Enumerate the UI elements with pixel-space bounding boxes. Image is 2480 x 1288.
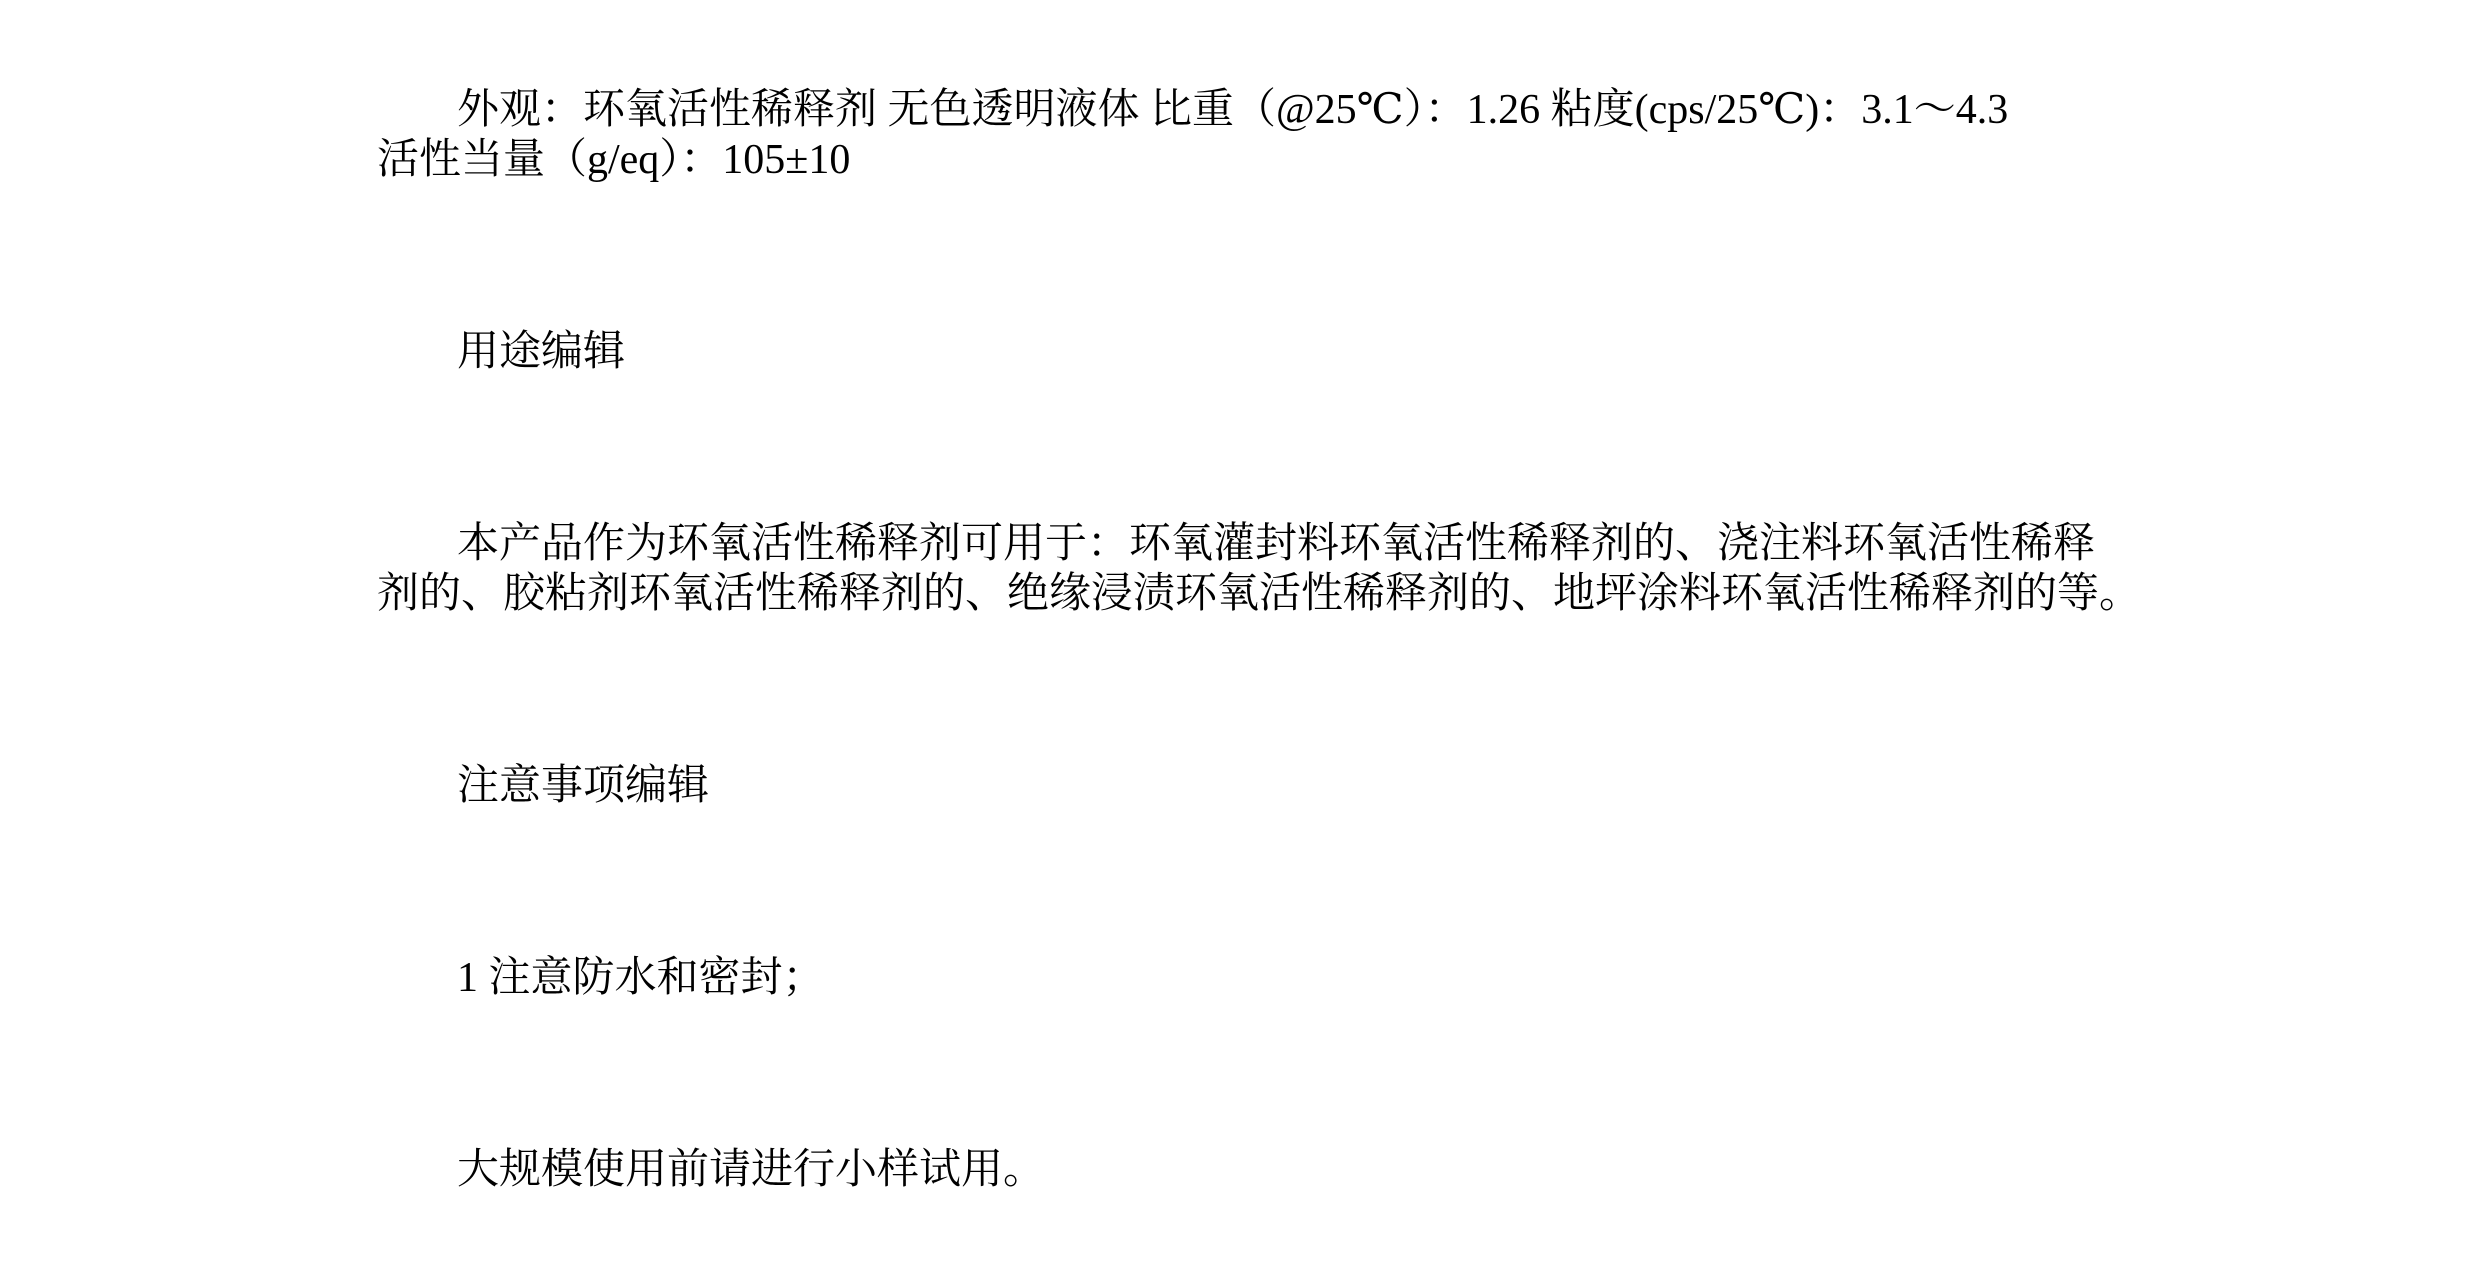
notes-section-heading: 注意事项编辑 [457, 763, 710, 809]
spec-paragraph [377, 85, 2390, 185]
note-waterproof-seal: 1 注意防水和密封； [457, 955, 825, 1001]
usage-paragraph [377, 519, 2390, 619]
spec-line-equivalent-weight: 活性当量（g/eq）：105±10 [377, 137, 851, 183]
usage-body-line-1: 本产品作为环氧活性稀释剂可用于：环氧灌封料环氧活性稀释剂的、浇注料环氧活性稀释 [457, 521, 2096, 567]
usage-section-heading: 用途编辑 [457, 329, 626, 375]
usage-body-line-2: 剂的、胶粘剂环氧活性稀释剂的、绝缘浸渍环氧活性稀释剂的、地坪涂料环氧活性稀释剂的等。 [377, 571, 2142, 617]
note-trial-use: 大规模使用前请进行小样试用。 [457, 1147, 1046, 1193]
spec-line-appearance: 外观：环氧活性稀释剂 无色透明液体 比重（@25℃）：1.26 粘度(cps/25℃)：3.1～4.3 [457, 87, 2009, 133]
